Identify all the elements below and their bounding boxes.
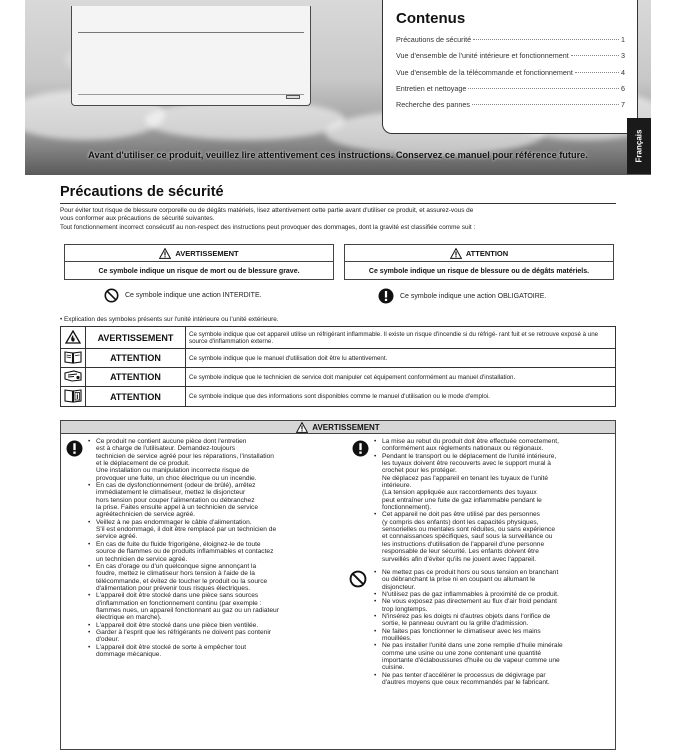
list-item: • Ce produit ne contient aucune pièce dont l'entretien est à charge de l'utilisateur. Demandez-toujours technicien de service agréé pour les réparations, l'installation et le déplacement de ce produit. Une installation ou manipulation incorrecte risque de provoquer une fuite, un choc électrique ou un incendie. [93,438,339,482]
warning-box-head: AVERTISSEMENT [175,248,239,258]
attention-box-head: ATTENTION [465,248,509,258]
list-item: • N'insérez pas les doigts ni d'autres objets dans l'orifice de sortie, le panneau ouvrant ou la grille d'admission. [379,613,615,628]
list-item: • Ne vous exposez pas directement au flux d'air froid pendant trop longtemps. [379,598,615,613]
warning-box-body: Ce symbole indique un risque de mort ou de blessure grave. [98,267,300,275]
mandatory-icon [378,288,394,304]
mandatory-note: Ce symbole indique une action OBLIGATOIRE. [378,288,546,304]
list-item: • La mise au rebut du produit doit être effectuée correctement, conformément aux règlements nationaux ou régionaux. [379,438,615,453]
list-item: • L'appareil doit être stocké dans une pièce bien ventilée. [93,622,339,629]
list-item: • L'appareil doit être stocké de sorte à empêcher tout dommage mécanique. [93,644,339,659]
mandatory-icon [352,440,369,457]
list-item: • Ne pas tenter d'accélérer le processus de dégivrage par d'autres moyens que ceux recommandés par le fabricant. [379,672,615,687]
warning-left-column [87,438,339,658]
cover-banner [25,0,651,175]
list-item: • N'utilisez pas de gaz inflammables à proximité de ce produit. [379,591,615,598]
table-row: ATTENTION Ce symbole indique que le technicien de service doit manipuler cet équipement conformément au manuel d'installation. [61,368,616,387]
list-item: • Pendant le transport ou le déplacement de l'unité intérieure, les tuyaux doivent être recouverts avec le support mural à crochet pour les protéger. Ne déplacez pas l'appareil en tenant les tuyaux de l'unité intérieure. (La tension appliquée aux raccordements des tuyaux peut entraîner une fuite de gaz inflammable pendant le fonctionnement). [379,453,615,512]
info-book-icon [64,388,82,403]
symbols-explanation: • Explication des symboles présents sur l'unité intérieure ou l'unité extérieure. [60,316,279,323]
toc-item: Entretien et nettoyage 6 [396,83,625,93]
section-title: Précautions de sécurité [60,184,224,200]
warning-symbol-box [64,244,334,280]
toc-item: Recherche des pannes 7 [396,100,625,110]
forbidden-icon [349,570,367,588]
toc-item: Précautions de sécurité 1 [396,35,625,44]
table-row: ATTENTION Ce symbole indique que le manuel d'utilisation doit être lu attentivement. [61,349,616,368]
list-item: • Garder à l'esprit que les réfrigérants ne doivent pas contenir d'odeur. [93,629,339,644]
list-item: • Veillez à ne pas endommager le câble d'alimentation. S'il est endommagé, il doit être remplacé par un technicien de service agréé. [93,519,339,541]
forbidden-icon [104,288,119,303]
list-item: • En cas d'orage ou d'un quelconque signe annonçant la foudre, mettez le climatiseur hors tension à l'aide de la télécommande, et évitez de toucher le produit ou la source d'alimentation pour prévenir tous risques électriques. [93,563,339,592]
intro-line-1: Pour éviter tout risque de blessure corporelle ou de dégâts matériels, lisez attentivement cette partie avant d'utiliser ce produit, et assurez-vous de [60,207,474,214]
toc-item: Vue d'ensemble de la télécommande et fonctionnement 4 [396,67,625,77]
toc-item: Vue d'ensemble de l'unité intérieure et fonctionnement 3 [396,51,625,61]
list-item: • L'appareil doit être stocké dans une pièce sans sources d'inflammation en fonctionnement continu (par exemple : flammes nues, un appareil fonctionnant au gaz ou un radiateur électrique en marche). [93,592,339,621]
warning-triangle-icon [159,248,171,259]
mandatory-icon [66,440,83,457]
list-item: • En cas de fuite du fluide frigorigène, éloignez-le de toute source de flammes ou de produits inflammables et contactez un technicien de service agréé. [93,541,339,563]
list-item: • Ne mettez pas ce produit hors ou sous tension en branchant ou débranchant la prise ni en coupant ou allumant le disjoncteur. [379,569,615,591]
symbol-table [60,326,616,407]
language-tab: Français [627,118,651,174]
warning-section-body [60,434,616,750]
attention-symbol-box [344,244,614,280]
table-of-contents [382,0,638,134]
contents-title: Contenus [396,10,466,27]
list-item: • En cas de dysfonctionnement (odeur de brûlé), arrêtez immédiatement le climatiseur, mettez le disjoncteur hors tension pour couper l'alimentation ou débranchez la prise. Faites ensuite appel à un technicien de service agréétechnicien de service agréé. [93,482,339,519]
warning-section-header: AVERTISSEMENT [60,420,616,434]
intro-line-2: vous conformer aux précautions de sécurité suivantes. [60,215,215,222]
banner-note: Avant d'utiliser ce produit, veuillez lire attentivement ces instructions. Conservez ce manuel pour référence future. [88,150,588,160]
section-rule [60,203,616,204]
warning-right-column [373,438,615,686]
air-conditioner-illustration [71,6,311,106]
table-row: AVERTISSEMENT Ce symbole indique que cet appareil utilise un réfrigérant inflammable. Il existe un risque d'incendie si du réfrigé- rant fuit et se retrouve exposé à une source d'inflammation externe. [61,327,616,349]
table-row: ATTENTION Ce symbole indique que des informations sont disponibles comme le manuel d'utilisation ou le mode d'emploi. [61,387,616,407]
warning-triangle-icon [296,422,308,433]
list-item: • Ne faites pas fonctionner le climatiseur avec les mains mouillées. [379,628,615,643]
forbidden-note: Ce symbole indique une action INTERDITE. [104,288,262,303]
caution-triangle-icon [450,248,462,259]
service-manual-icon [64,370,82,382]
list-item: • Ne pas installer l'unité dans une zone remplie d'huile minérale comme une usine ou une zone contenant une quantité importante d'éclaboussures d'huile ou de vapeur comme une cuisine. [379,642,615,671]
attention-box-body: Ce symbole indique un risque de blessure ou de dégâts matériels. [368,267,590,275]
list-item: • Cet appareil ne doit pas être utilisé par des personnes (y compris des enfants) dont les capacités physiques, sensorielles ou mentales sont réduites, ou sans expérience et connaissances spécifiques, sauf sous la surveillance ou les instructions d'utilisation de l'appareil d'une personne responsable de leur sécurité. Les enfants doivent être surveillés afin d'éviter qu'ils ne jouent avec l'appareil. [379,511,615,562]
manual-book-icon [64,350,82,364]
intro-line-3: Tout fonctionnement incorrect consécutif au non-respect des instructions peut provoquer des dommages, dont la gravité est classifiée comme suit : [60,224,476,231]
flame-warning-icon [65,330,81,344]
